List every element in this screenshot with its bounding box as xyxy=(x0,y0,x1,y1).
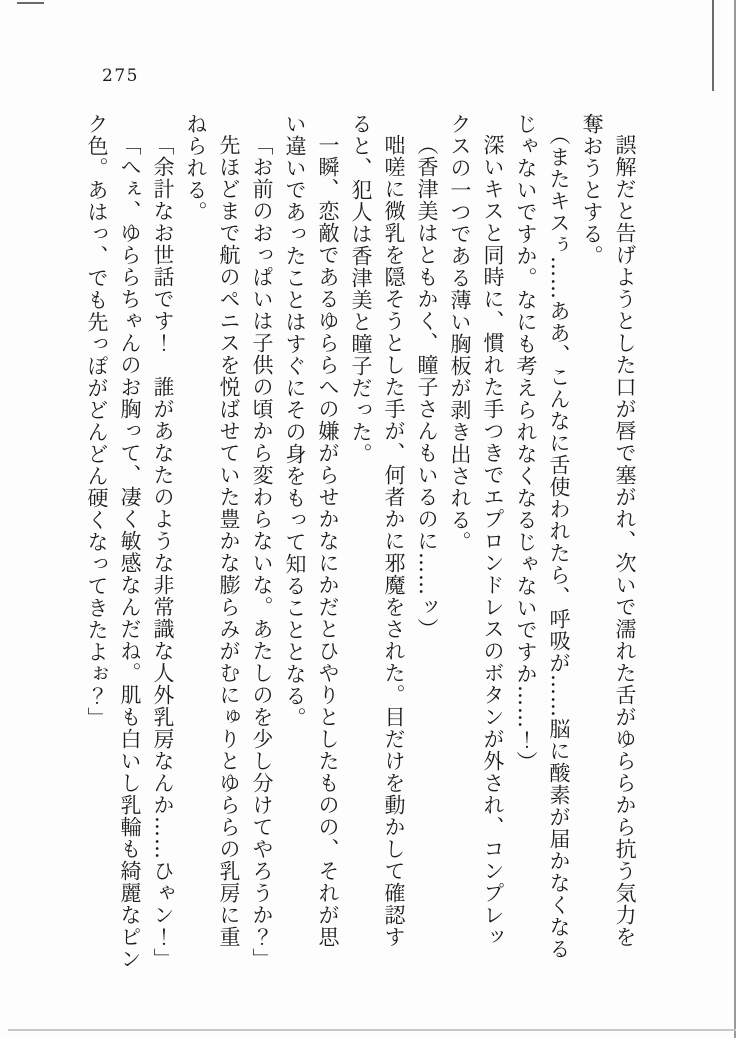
text-column: クスの一つである薄い胸板が剥き出される。 xyxy=(448,113,472,553)
text-column: 奪おうとする。 xyxy=(580,113,604,267)
text-column: ク色。あはっ、でも先っぽがどんどん硬くなってきたよぉ？」 xyxy=(85,113,109,729)
text-column: 先ほどまで航のペニスを悦ばせていた豊かな膨らみがむにゅりとゆららの乳房に重 xyxy=(217,134,241,948)
text-column: ねられる。 xyxy=(184,113,208,223)
text-column: 誤解だと告げようとした口が唇で塞がれ、次いで濡れた舌がゆららから抗う気力を xyxy=(613,134,637,948)
text-column: ると、犯人は香津美と瞳子だった。 xyxy=(349,113,373,465)
text-column: 深いキスと同時に、慣れた手つきでエプロンドレスのボタンが外され、コンプレッ xyxy=(481,134,505,948)
text-column: 「へぇ、ゆららちゃんのお胸って、凄く敏感なんだね。肌も白いし乳輪も綺麗なピン xyxy=(118,134,142,970)
text-block xyxy=(80,113,641,970)
text-column: 「余計なお世話です！ 誰があなたのような非常識な人外乳房なんか……ひゃン！」 xyxy=(151,134,175,970)
text-column: い違いであったことはすぐにその身をもって知ることとなる。 xyxy=(283,113,307,729)
text-column: 一瞬、恋敵であるゆららへの嫌がらせかなにかだとひやりとしたものの、それが思 xyxy=(316,134,340,948)
text-column: （またキスぅ……ああ、こんなに舌使われたら、呼吸が……脳に酸素が届かなくなる xyxy=(547,123,571,960)
scan-mark-top-left xyxy=(17,2,44,4)
text-column: じゃないですか。なにも考えられなくなるじゃないですか……！） xyxy=(514,113,538,773)
page-number: 275 xyxy=(102,66,139,86)
page-edge-line-bottom xyxy=(8,1029,736,1031)
text-column: （香津美はともかく、瞳子さんもいるのに……ッ） xyxy=(415,134,439,640)
text-column: 「お前のおっぱいは子供の頃から変わらないな。あたしのを少し分けてやろうか？」 xyxy=(250,134,274,970)
binding-mark-line xyxy=(712,0,714,91)
text-column: 咄嗟に微乳を隠そうとした手が、何者かに邪魔をされた。目だけを動かして確認す xyxy=(382,134,406,948)
